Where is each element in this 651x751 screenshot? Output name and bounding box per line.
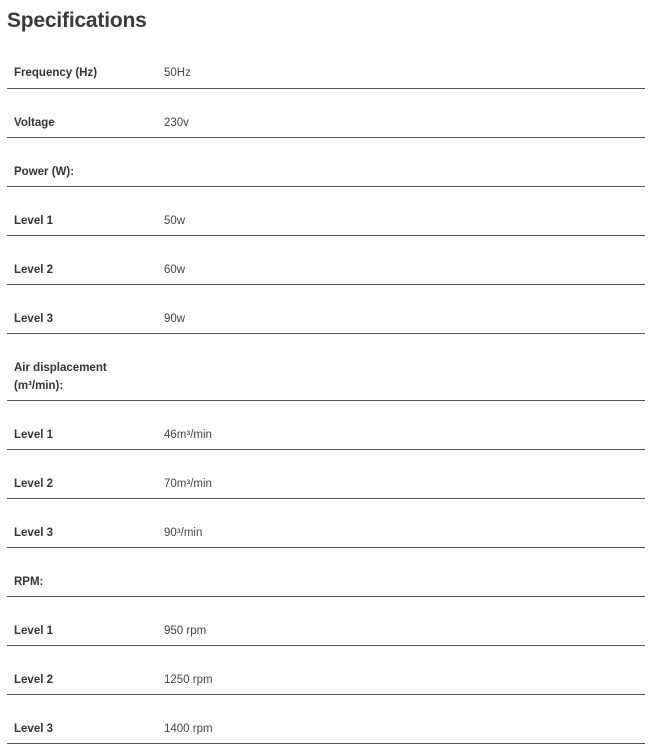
row-value: 950 rpm — [164, 625, 207, 637]
table-row — [7, 138, 645, 187]
row-label: Level 1 — [14, 429, 53, 441]
row-label: Level 2 — [14, 674, 53, 686]
specifications-table — [7, 40, 645, 744]
row-value: 50Hz — [164, 67, 191, 79]
table-row — [7, 646, 645, 695]
table-row — [7, 548, 645, 597]
row-value: 70m³/min — [164, 478, 212, 490]
table-row — [7, 40, 645, 89]
table-row — [7, 187, 645, 236]
row-label: Level 1 — [14, 215, 53, 227]
row-label: Power (W): — [14, 166, 75, 178]
table-row — [7, 89, 645, 138]
row-value: 90w — [164, 313, 186, 325]
row-label: Level 3 — [14, 723, 53, 735]
row-label: Air displacement (m³/min): — [14, 362, 107, 392]
row-label: Level 2 — [14, 264, 53, 276]
table-row — [7, 285, 645, 334]
page-title: Specifications — [7, 9, 147, 32]
table-row — [7, 499, 645, 548]
row-value: 46m³/min — [164, 429, 212, 441]
row-value: 90³/min — [164, 527, 203, 539]
table-row — [7, 450, 645, 499]
row-label: Level 2 — [14, 478, 53, 490]
row-label: Level 3 — [14, 313, 53, 325]
row-label: Level 1 — [14, 625, 53, 637]
table-row — [7, 401, 645, 450]
table-row — [7, 597, 645, 646]
row-label: Level 3 — [14, 527, 53, 539]
table-row — [7, 334, 645, 401]
row-value: 50w — [164, 215, 186, 227]
row-label: Voltage — [14, 117, 55, 129]
row-value: 60w — [164, 264, 186, 276]
row-label: Frequency (Hz) — [14, 67, 98, 79]
row-label: RPM: — [14, 576, 44, 588]
row-value: 230v — [164, 117, 189, 129]
row-value: 1400 rpm — [164, 723, 213, 735]
table-row — [7, 236, 645, 285]
table-row — [7, 695, 645, 744]
row-value: 1250 rpm — [164, 674, 213, 686]
